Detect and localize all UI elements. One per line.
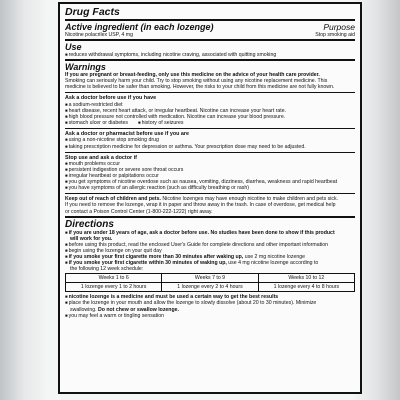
- list-item: ■ using a non-nicotine stop smoking drug: [65, 137, 355, 143]
- list-item: ■ nicotine lozenge is a medicine and must be used a certain way to get the best results: [65, 294, 355, 300]
- list-item: ■ persistent indigestion or severe sore throat occurs: [65, 167, 355, 173]
- directions-heading: Directions: [65, 218, 114, 230]
- list-item: ■ history of seizures: [138, 120, 183, 126]
- table-cell: 1 lozenge every 1 to 2 hours: [66, 283, 162, 292]
- ask-pharmacist-heading: Ask a doctor or pharmacist before use if you are: [65, 131, 190, 138]
- table-cell: 1 lozenge every 2 to 4 hours: [162, 283, 258, 292]
- divider: [65, 128, 355, 129]
- list-item: ■ irregular heartbeat or palpitations occur: [65, 173, 355, 179]
- purpose-text: Stop smoking aid: [315, 32, 355, 38]
- list-item: ■ you get symptoms of nicotine overdose such as nausea, vomiting, dizziness, diarrhea, weakness and rapid heartbeat: [65, 179, 355, 185]
- use-text: ■ reduces withdrawal symptoms, including nicotine craving, associated with quitting smoking: [65, 52, 355, 58]
- table-header-row: [66, 274, 355, 283]
- dosing-schedule-table: [65, 273, 355, 292]
- warnings-heading: Warnings: [65, 62, 106, 73]
- list-item: ■ if you are under 18 years of age, ask a doctor before use. No studies have been done to show if this product: [65, 230, 355, 236]
- divider: [65, 39, 355, 41]
- list-item: ■ if you smoke your first cigarette within 30 minutes of waking up, use 4 mg nicotine lozenge according to: [65, 260, 355, 266]
- list-item: ■ heart disease, recent heart attack, or irregular heartbeat. Nicotine can increase your heart rate.: [65, 108, 355, 114]
- pregnancy-warning-line2: Smoking can seriously harm your child. Try to stop smoking without using any nicotine replacement medicine. This: [65, 78, 328, 85]
- divider: [65, 193, 355, 194]
- active-ingredient-row: [65, 32, 355, 38]
- list-item: ■ before using this product, read the enclosed User's Guide for complete directions and other important information: [65, 242, 355, 248]
- divider: [65, 152, 355, 153]
- divider: [65, 59, 355, 61]
- table-cell: 1 lozenge every 4 to 8 hours: [258, 283, 354, 292]
- keep-out-of-reach: Keep out of reach of children and pets. Nicotine lozenges may have enough nicotine to make children and pets sick.: [65, 196, 339, 203]
- table-row: [66, 283, 355, 292]
- list-item: swallowing. Do not chew or swallow lozenge.: [70, 306, 179, 313]
- list-item: ■ if you smoke your first cigarette more than 30 minutes after waking up, use 2 mg nicotine lozenge: [65, 254, 355, 260]
- divider: [65, 19, 355, 21]
- list-item: ■ mouth problems occur: [65, 161, 355, 167]
- list-item: ■ stomach ulcer or diabetes: [65, 120, 128, 126]
- active-ingredient-header: [65, 22, 355, 32]
- keep-out-of-reach-line2: If you need to remove the lozenge, wrap it in paper and throw away in the trash. In case of overdose, get medical help: [65, 202, 336, 209]
- table-header-cell: Weeks 7 to 9: [162, 274, 258, 283]
- ask-pharmacist-list: [65, 137, 355, 149]
- list-item: ■ you may feel a warm or tingling sensation: [65, 313, 355, 319]
- list-item: the following 12 week schedule:: [70, 266, 144, 273]
- ask-doctor-heading: Ask a doctor before use if you have: [65, 95, 157, 102]
- divider: [65, 216, 355, 218]
- list-item: ■ taking prescription medicine for depression or asthma. Your prescription dose may need to be adjusted.: [65, 144, 355, 150]
- directions-list-continued: [65, 294, 355, 318]
- purpose-heading: Purpose: [323, 22, 355, 32]
- use-heading: Use: [65, 42, 82, 53]
- list-item: ■ place the lozenge in your mouth and allow the lozenge to slowly dissolve (about 20 to 30 minutes). Minimize: [65, 300, 355, 306]
- list-item: ■ begin using the lozenge on your quit day: [65, 248, 355, 254]
- list-item: ■ you have symptoms of an allergic reaction (such as difficulty breathing or rash): [65, 185, 355, 191]
- list-item: ■ a sodium-restricted diet: [65, 102, 355, 108]
- ask-doctor-list: [65, 102, 355, 120]
- divider: [65, 92, 355, 93]
- drug-facts-panel: [58, 2, 362, 394]
- ingredient-text: Nicotine polacrilex USP, 4 mg: [65, 32, 133, 38]
- stop-use-heading: Stop use and ask a doctor if: [65, 154, 137, 161]
- pregnancy-warning: If you are pregnant or breast-feeding, only use this medicine on the advice of your health care provider.: [65, 72, 320, 79]
- stop-use-list: [65, 161, 355, 191]
- list-item: ■ high blood pressure not controlled with medication. Nicotine can increase your blood pressure.: [65, 114, 355, 120]
- drug-facts-title: Drug Facts: [65, 6, 120, 18]
- table-header-cell: Weeks 1 to 6: [66, 274, 162, 283]
- directions-list: [65, 230, 355, 273]
- table-header-cell: Weeks 10 to 12: [258, 274, 354, 283]
- list-item: will work for you.: [70, 235, 113, 242]
- ask-doctor-last-row: [65, 120, 355, 126]
- active-ingredient-heading: Active ingredient (in each lozenge): [65, 22, 214, 32]
- keep-out-of-reach-line3: or contact a Poison Control Center (1-800-222-1222) right away.: [65, 208, 213, 215]
- pregnancy-warning-line3: medicine is believed to be safer than smoking. However, the risks to your child from this medicine are not fully known.: [65, 84, 335, 91]
